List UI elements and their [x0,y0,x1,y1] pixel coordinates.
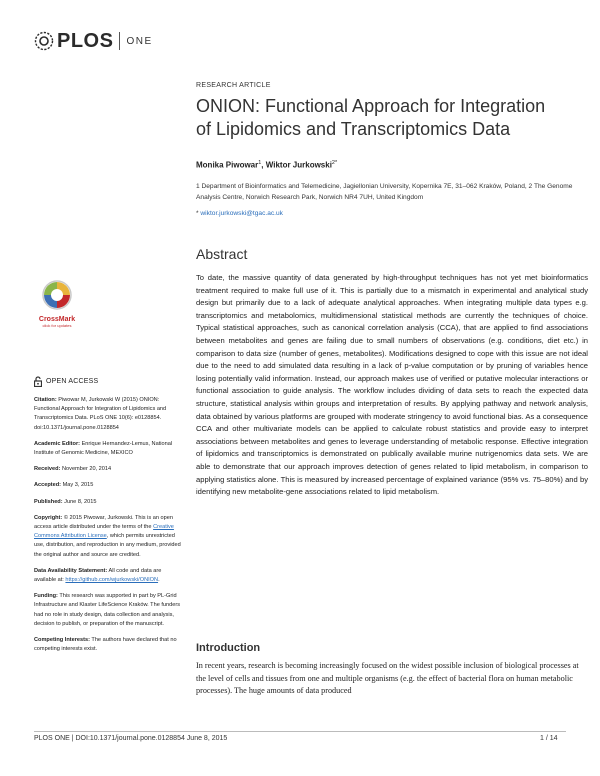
copyright-text: © 2015 Piwowar, Jurkowski. This is an open access article distributed under the terms of the [34,514,173,531]
citation-label: Citation: [34,397,57,403]
introduction-heading: Introduction [196,642,261,654]
introduction-text: In recent years, research is becoming increasingly focused on the widest possible inclusion of biological processes at the level of cells and tissues from one and multiple organisms (e.g. the effect of bacterial flora on human metabolic processes). The huge amounts of data produced [196,661,579,696]
crossmark-label: CrossMark [38,316,76,323]
competing-interests-label: Competing Interests: [34,637,90,644]
citation-text: Piwowar M, Jurkowski W (2015) ONION: Functional Approach for Integration of Lipidomics and Transcriptomics Data. PLoS ONE 10(6): e0128854. doi:10.1371/journal.pone.0128854 [34,397,167,431]
editor-block [34,440,184,458]
author-affiliation-mark: 1 [258,160,262,166]
data-repository-link[interactable]: https://github.com/wjurkowski/ONION [65,577,159,584]
affiliations: 1 Department of Bioinformatics and Telemedicine, Jagiellonian University, Kopernika 7E, 31–062 Kraków, Poland, 2 The Genome Analysis Centre, Norwich Research Park, Norwich NR4 7UH, United Kingdom [196,183,573,201]
published-label: Published: [34,498,63,505]
author-affiliation-mark: 2* [331,160,338,166]
copyright-block [34,514,184,560]
footer-citation: PLOS ONE | DOI:10.1371/journal.pone.0128854 June 8, 2015 [34,735,228,742]
author-name[interactable]: Monika Piwowar [196,160,259,170]
data-availability-block [34,567,184,585]
open-access-lock-icon [34,376,42,387]
editor-text: Enrique Hernandez-Lemus, National Institute of Genomic Medicine, MEXICO [34,440,173,457]
abstract-heading: Abstract [196,246,248,262]
editor-label: Academic Editor: [34,440,81,447]
crossmark-icon [42,280,72,310]
plos-logo-icon [34,31,54,51]
article-info-sidebar [34,376,184,661]
published-date: June 8, 2015 [64,498,97,505]
article-title: ONION: Functional Approach for Integration of Lipidomics and Transcriptomics Data [196,96,546,139]
funding-block [34,592,184,629]
email-link[interactable]: wiktor.jurkowski@tgac.ac.uk [200,210,283,217]
copyright-text-end: , which permits unrestricted use, distribution, and reproduction in any medium, provided the original author and source are credited. [34,533,181,558]
copyright-label: Copyright: [34,514,63,521]
data-availability-label: Data Availability Statement: [34,567,108,574]
received-block [34,465,184,474]
open-access-label [34,376,184,387]
logo-divider [119,32,120,50]
abstract-text: To date, the massive quantity of data generated by high-throughput techniques has not yet met bioinformatics treatment required to make full use of it. This is partially due to a mismatch in experimental and analytical study design but primarily due to a lack of adequate analytical approaches. When integrating multiple data types e.g. transcriptomics and metabolomics, multidimensional statistical methods are currently the techniques of choice. Typical statistical approaches, such as canonical correlation analysis (CCA), that are applied to find associations between metabolites and genes are failing due to small numbers of observations (e.g. conditions, diet etc.) in comparison to data size (number of genes, metabolites). Modifications designed to cope with this issue are not ideal due to the need to add simulated data resulting in a lack of p-value computation or by pruning of variables hence losing potentially valid information. Instead, our approach makes use of verified or putative molecular interactions or functional association to guide analysis. The workflow includes dividing of data sets to reach the expected data structure, statistical analysis within groups and interpretation of results. By applying pathway and network analysis, data obtained by various platforms are grouped with moderate stringency to avoid functional bias. As a consequence CCA and other multivariate models can be applied to calculate robust statistics and provide easy to interpret associations between metabolites and genes to leverage understanding of metabolic response. Effective integration of lipidomics and transcriptomics is demonstrated on publically available murine nutrigenomics data sets. We are able to demonstrate that our approach improves detection of genes related to lipid metabolism, in comparison to applying statistics alone. This is measured by increased percentage of explained variance (95% vs. 75–80%) and by identifying new metabolite-gene associations related to lipid metabolism. [196,273,588,497]
footer-divider [34,731,566,732]
author-separator: , [261,160,266,170]
email-marker: * [196,210,199,217]
open-access-text: OPEN ACCESS [46,377,99,385]
logo-text: PLOS [57,29,114,52]
accepted-label: Accepted: [34,482,62,489]
competing-interests-block [34,636,184,654]
crossmark-sublabel: click for updates [42,323,72,328]
competing-interests-text: The authors have declared that no competing interests exist. [34,637,177,653]
data-availability-text: All code and data are available at: [34,567,162,584]
license-link[interactable]: Creative Commons Attribution License [34,524,174,540]
journal-logo[interactable] [34,30,153,52]
journal-name: ONE [126,35,153,47]
author-name[interactable]: Wiktor Jurkowski [265,160,332,170]
data-availability-end: . [158,577,160,584]
page-number: 1 / 14 [540,735,558,742]
funding-text: This research was supported in part by PL-Grid Infrastructure and Klaster LifeScience Kraków. The funders had no role in study design, data collection and analysis, decision to publish, or preparation of the manuscript. [34,593,181,627]
received-date: November 20, 2014 [62,466,112,473]
published-block [34,498,184,507]
article-type: RESEARCH ARTICLE [196,82,271,89]
corresponding-email [196,210,283,217]
citation-block [34,396,184,433]
accepted-block [34,481,184,490]
accepted-date: May 3, 2015 [62,482,94,489]
funding-label: Funding: [34,593,58,600]
received-label: Received: [34,466,61,473]
crossmark-badge[interactable] [32,280,82,328]
author-list [196,160,337,170]
